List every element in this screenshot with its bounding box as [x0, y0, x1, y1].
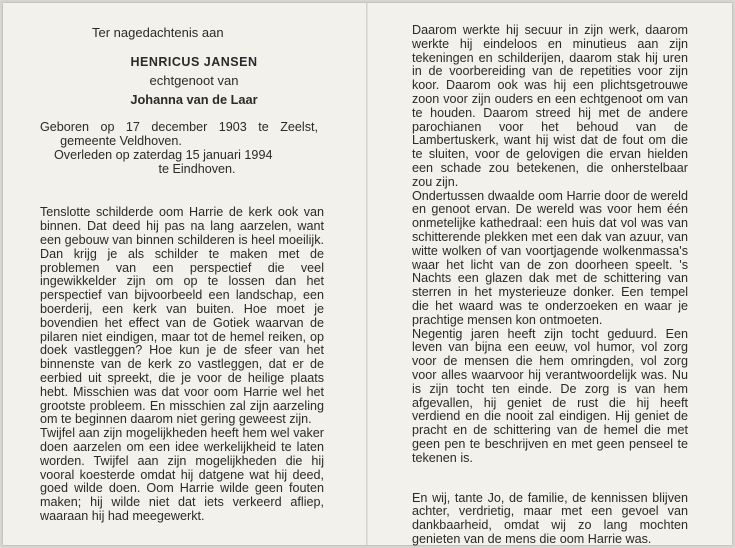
right-paragraph-3: Negentig jaren heeft zijn tocht geduurd. Een leven van bijna een eeuw, vol humor, vol zorg voor de mensen die hem omringden, vol zorg voor alles waarvoor hij verantwoordelijk was. Nu is zijn tocht ten einde. De zorg is van hem afgevallen, hij geniet de rust die hij heeft verdiend en die nooit zal eindigen. Hij geniet de pracht en de schittering van de hemel die met geen pen te beschrijven en met geen penseel te tekenen is.: [412, 326, 688, 465]
left-page: [40, 26, 385, 524]
right-paragraph-2: Ondertussen dwaalde oom Harrie door de wereld en genoot ervan. De wereld was voor hem één onmetelijke kathedraal: een huis dat vol was van schitterende plekken met een dak van azuur, van witte wolken of van voortjagende wolkenmassa's waar het licht van de zon doorheen speelt. 's Nachts een glazen dak met de schittering van sterren in het mysterieuze donker. Een tempel die het waard was te onderzoeken en waar je prachtige mensen kon ontmoeten.: [412, 188, 688, 327]
left-paragraph-2: Twijfel aan zijn mogelijkheden heeft hem wel vaker doen aarzelen om een idee werkelijkheid te laten worden. Twijfel aan zijn mogelijkheden die hij vooral koesterde omdat hij datgene wat hij deed, goed wilde doen. Oom Harrie wilde geen fouten maken; hij wilde niet dat iets verkeerd afliep, waaraan hij had meegewerkt.: [40, 426, 324, 523]
life-dates: [40, 121, 318, 176]
deceased-name: HENRICUS JANSEN: [130, 54, 258, 69]
born-line-1: Geboren op 17 december 1903 te Zeelst,: [40, 120, 318, 135]
paragraph-gap: [412, 466, 688, 492]
right-page: [412, 24, 688, 547]
relation-label: echtgenoot van: [149, 72, 239, 88]
died-line-2: te Eindhoven.: [158, 161, 236, 176]
left-paragraph-1: Tenslotte schilderde oom Harrie de kerk ook van binnen. Dat deed hij pas na lang aarzelen, want een gebouw van binnen schilderen is heel moeilijk. Dan krijg je als schilder te maken met de problemen van een perspectief die veel ingewikkelder zijn om op te lossen dan het perspectief van bijvoorbeeld een landschap, een boerderij, een kerk van buiten. Hoe moet je bovendien het effect van de Gotiek waarvan de pilaren niet eindigen, maar tot de hemel reiken, op doek vastleggen? Hoe kun je de sfeer van het binnenste van de kerk zo vastleggen, dat er de eerbied uit spreekt, die je voor de heilige plaats hebt. Misschien was dat voor oom Harrie wel het grootste probleem. En misschien zal zijn aarzeling om te beginnen daarom niet gering geweest zijn.: [40, 205, 324, 427]
greeting: Ter nagedachtenis aan: [92, 25, 224, 40]
spouse-name: Johanna van de Laar: [130, 92, 258, 108]
born-line-2: gemeente Veldhoven.: [60, 133, 182, 148]
right-paragraph-4: En wij, tante Jo, de familie, de kennissen blijven achter, verdrietig, maar met een gevoel van dankbaarheid, omdat wij zo lang mochten genieten van de mens die oom Harrie was.: [412, 490, 688, 546]
left-body: [40, 206, 324, 523]
right-paragraph-1: Daarom werkte hij secuur in zijn werk, daarom werkte hij eindeloos en minutieus aan zijn tekeningen en schilderijen, daarom stak hij uren in de voorbereiding van de repetities voor zijn koor. Daarom ook was hij een plichtsgetrouwe zoon voor zijn ouders en een echtgenoot om van te houden. Daarom streed hij met de andere parochianen voor het behoud van de Lambertuskerk, want hij wist dat de fout om die te sluiten, voor de gelovigen die ervan hielden een schade zou betekenen, die onherstelbaar zou zijn.: [412, 23, 688, 189]
died-line-1: Overleden op zaterdag 15 januari 1994: [54, 147, 273, 162]
